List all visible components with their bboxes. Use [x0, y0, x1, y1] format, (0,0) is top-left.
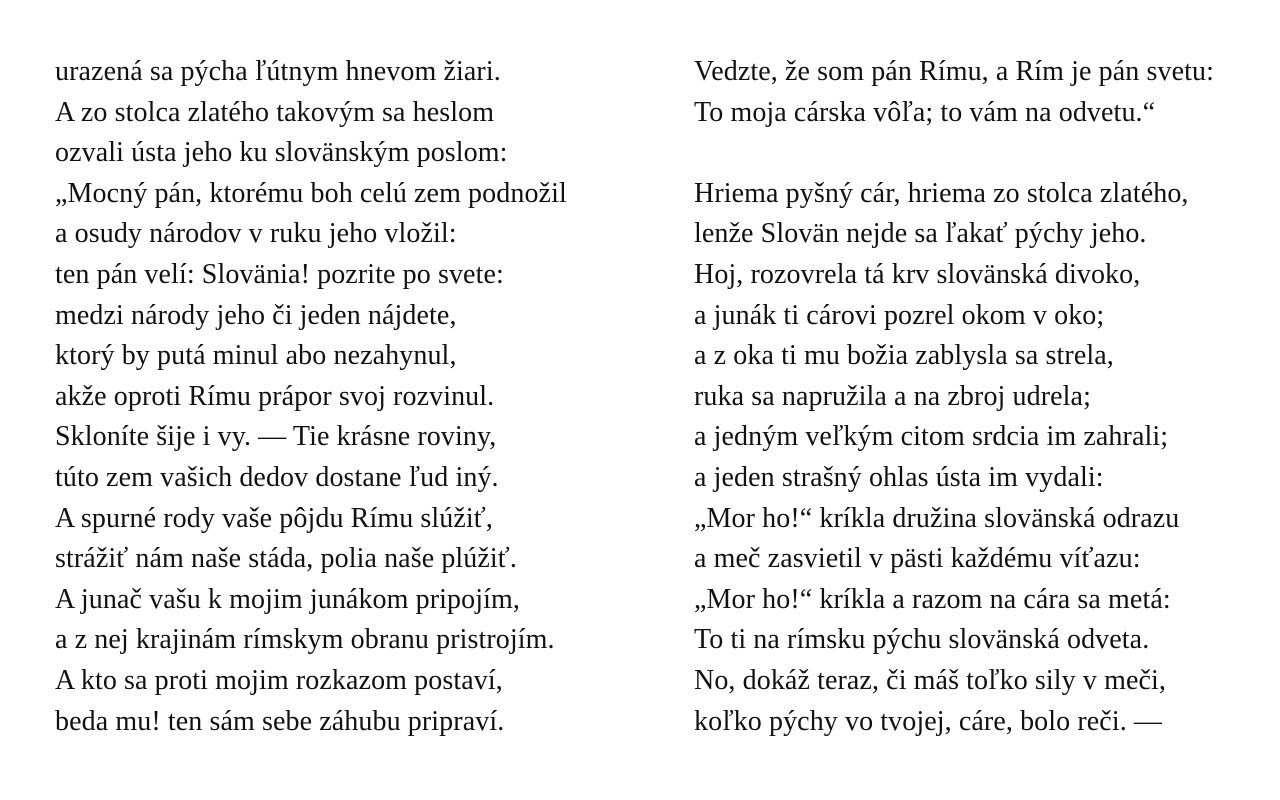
poem-line: beda mu! ten sám sebe záhubu pripraví. — [55, 705, 505, 737]
poem-line: lenže Slovän nejde sa ľakať pýchy jeho. — [694, 218, 1147, 250]
poem-line: a jeden strašný ohlas ústa im vydali: — [694, 461, 1104, 493]
poem-line: To moja cárska vôľa; to vám na odvetu.“ — [694, 96, 1156, 128]
poem-line: koľko pýchy vo tvojej, cáre, bolo reči. — — [694, 705, 1163, 737]
poem-line: „Mor ho!“ kríkla družina slovänská odrazu — [694, 502, 1180, 534]
stanza-break — [694, 133, 1264, 174]
poem-right-column — [694, 52, 1264, 742]
poem-line: a z nej krajinám rímskym obranu pristrojím. — [55, 624, 555, 656]
poem-left-column — [55, 52, 645, 742]
poem-line: No, dokáž teraz, či máš toľko sily v meči, — [694, 664, 1166, 696]
poem-line: A spurné rody vaše pôjdu Rímu slúžiť, — [55, 502, 493, 534]
poem-line: ktorý by putá minul abo nezahynul, — [55, 340, 457, 372]
poem-line: a meč zasvietil v pästi každému víťazu: — [694, 543, 1141, 575]
poem-line: To ti na rímsku pýchu slovänská odveta. — [694, 624, 1150, 656]
poem-line: ten pán velí: Slovänia! pozrite po svete: — [55, 258, 504, 290]
poem-line: A junač vašu k mojim junákom pripojím, — [55, 583, 520, 615]
poem-line: akže oproti Rímu prápor svoj rozvinul. — [55, 380, 495, 412]
poem-line: túto zem vašich dedov dostane ľud iný. — [55, 461, 499, 493]
poem-line: Hoj, rozovrela tá krv slovänská divoko, — [694, 258, 1141, 290]
poem-line: a osudy národov v ruku jeho vložil: — [55, 218, 457, 250]
poem-line: „Mocný pán, ktorému boh celú zem podnožil — [55, 177, 567, 209]
poem-line: „Mor ho!“ kríkla a razom na cára sa metá: — [694, 583, 1171, 615]
poem-line: ruka sa napružila a na zbroj udrela; — [694, 380, 1091, 412]
poem-line: Skloníte šije i vy. — Tie krásne roviny, — [55, 421, 497, 453]
poem-line: ozvali ústa jeho ku slovänským poslom: — [55, 137, 508, 169]
poem-line: strážiť nám naše stáda, polia naše plúžiť. — [55, 543, 517, 575]
poem-line: Vedzte, že som pán Rímu, a Rím je pán svetu: — [694, 56, 1214, 87]
poem-line: a jedným veľkým citom srdcia im zahrali; — [694, 421, 1169, 453]
poem-line: A kto sa proti mojim rozkazom postaví, — [55, 664, 503, 696]
poem-line: a z oka ti mu božia zablysla sa strela, — [694, 340, 1114, 372]
poem-line: a junák ti cárovi pozrel okom v oko; — [694, 299, 1105, 331]
poem-line: A zo stolca zlatého takovým sa heslom — [55, 96, 495, 128]
poem-line: medzi národy jeho či jeden nájdete, — [55, 299, 457, 331]
poem-line: urazená sa pýcha ľútnym hnevom žiari. — [55, 56, 501, 87]
poem-line: Hriema pyšný cár, hriema zo stolca zlatého, — [694, 177, 1189, 209]
